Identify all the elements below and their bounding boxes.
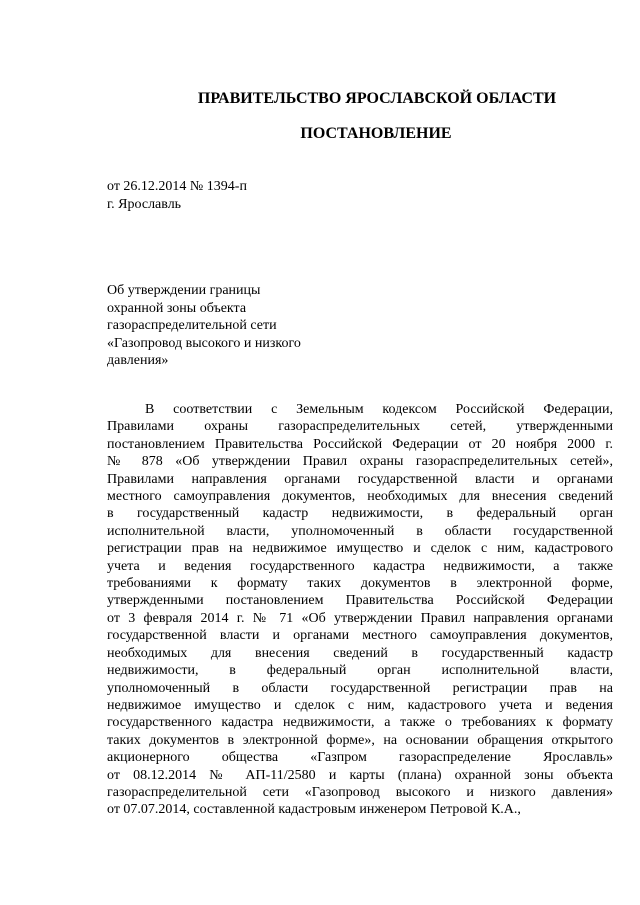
body-line: постановлением Правительства Российской Федерации от 20 ноября 2000 г. [107,436,613,452]
body-line: требованиями к формату таких документов в электронной форме, [107,576,613,592]
city: г. Ярославль [107,197,182,212]
body-line: уполномоченный в области государственной регистрации прав на [107,680,613,696]
body-paragraph [107,401,613,819]
subject-line: охранной зоны объекта [107,300,247,316]
body-line: недвижимости, в федеральный орган исполнительной власти, [107,663,613,679]
body-line: утвержденными постановлением Правительства Российской Федерации [107,593,613,609]
issuing-authority-heading: ПРАВИТЕЛЬСТВО ЯРОСЛАВСКОЙ ОБЛАСТИ [197,90,557,107]
body-line: необходимых для внесения сведений в государственный кадастр [107,645,613,661]
body-line: Правилами охраны газораспределительных сетей, утвержденными [107,419,613,435]
document-type-heading: ПОСТАНОВЛЕНИЕ [300,125,452,142]
body-line: от 08.12.2014 № АП-11/2580 и карты (плана) охранной зоны объекта [107,767,613,783]
body-line: учета и ведения государственного кадастра недвижимости, а также [107,558,613,574]
body-line: В соответствии с Земельным кодексом Российской Федерации, [145,402,613,417]
document-subject [107,282,301,370]
subject-line: газораспределительной сети [107,318,277,333]
body-line: газораспределительной сети «Газопровод высокого и низкого давления» [107,784,613,800]
body-line: государственной власти и органами местного самоуправления документов, [107,628,613,644]
document-meta [107,178,247,214]
body-line: Правилами направления органами государственной власти и органами [107,471,613,487]
body-line: от 07.07.2014, составленной кадастровым инженером Петровой К.А., [107,802,521,818]
body-line: регистрации прав на недвижимое имущество и сделок с ним, кадастрового [107,541,613,557]
body-line: исполнительной власти, уполномоченный в области государственной [107,523,613,539]
body-line: акционерного общества «Газпром газораспределение Ярославль» [107,750,613,766]
body-line: в государственный кадастр недвижимости, в федеральный орган [107,506,613,522]
subject-line: Об утверждении границы [107,283,261,298]
body-line: недвижимое имущество и сделок с ним, кадастрового учета и ведения [107,697,613,713]
date-and-number: от 26.12.2014 № 1394-п [107,179,247,194]
subject-line: давления» [107,353,169,368]
body-line: от 3 февраля 2014 г. № 71 «Об утверждении Правил направления органами [107,610,613,626]
subject-line: «Газопровод высокого и низкого [107,335,301,351]
body-line: № 878 «Об утверждении Правил охраны газораспределительных сетей», [107,454,613,470]
body-line: таких документов в электронной форме», на основании обращения открытого [107,732,613,748]
body-line: местного самоуправления документов, необходимых для внесения сведений [107,489,613,505]
body-line: государственного кадастра недвижимости, а также о требованиях к формату [107,715,613,731]
